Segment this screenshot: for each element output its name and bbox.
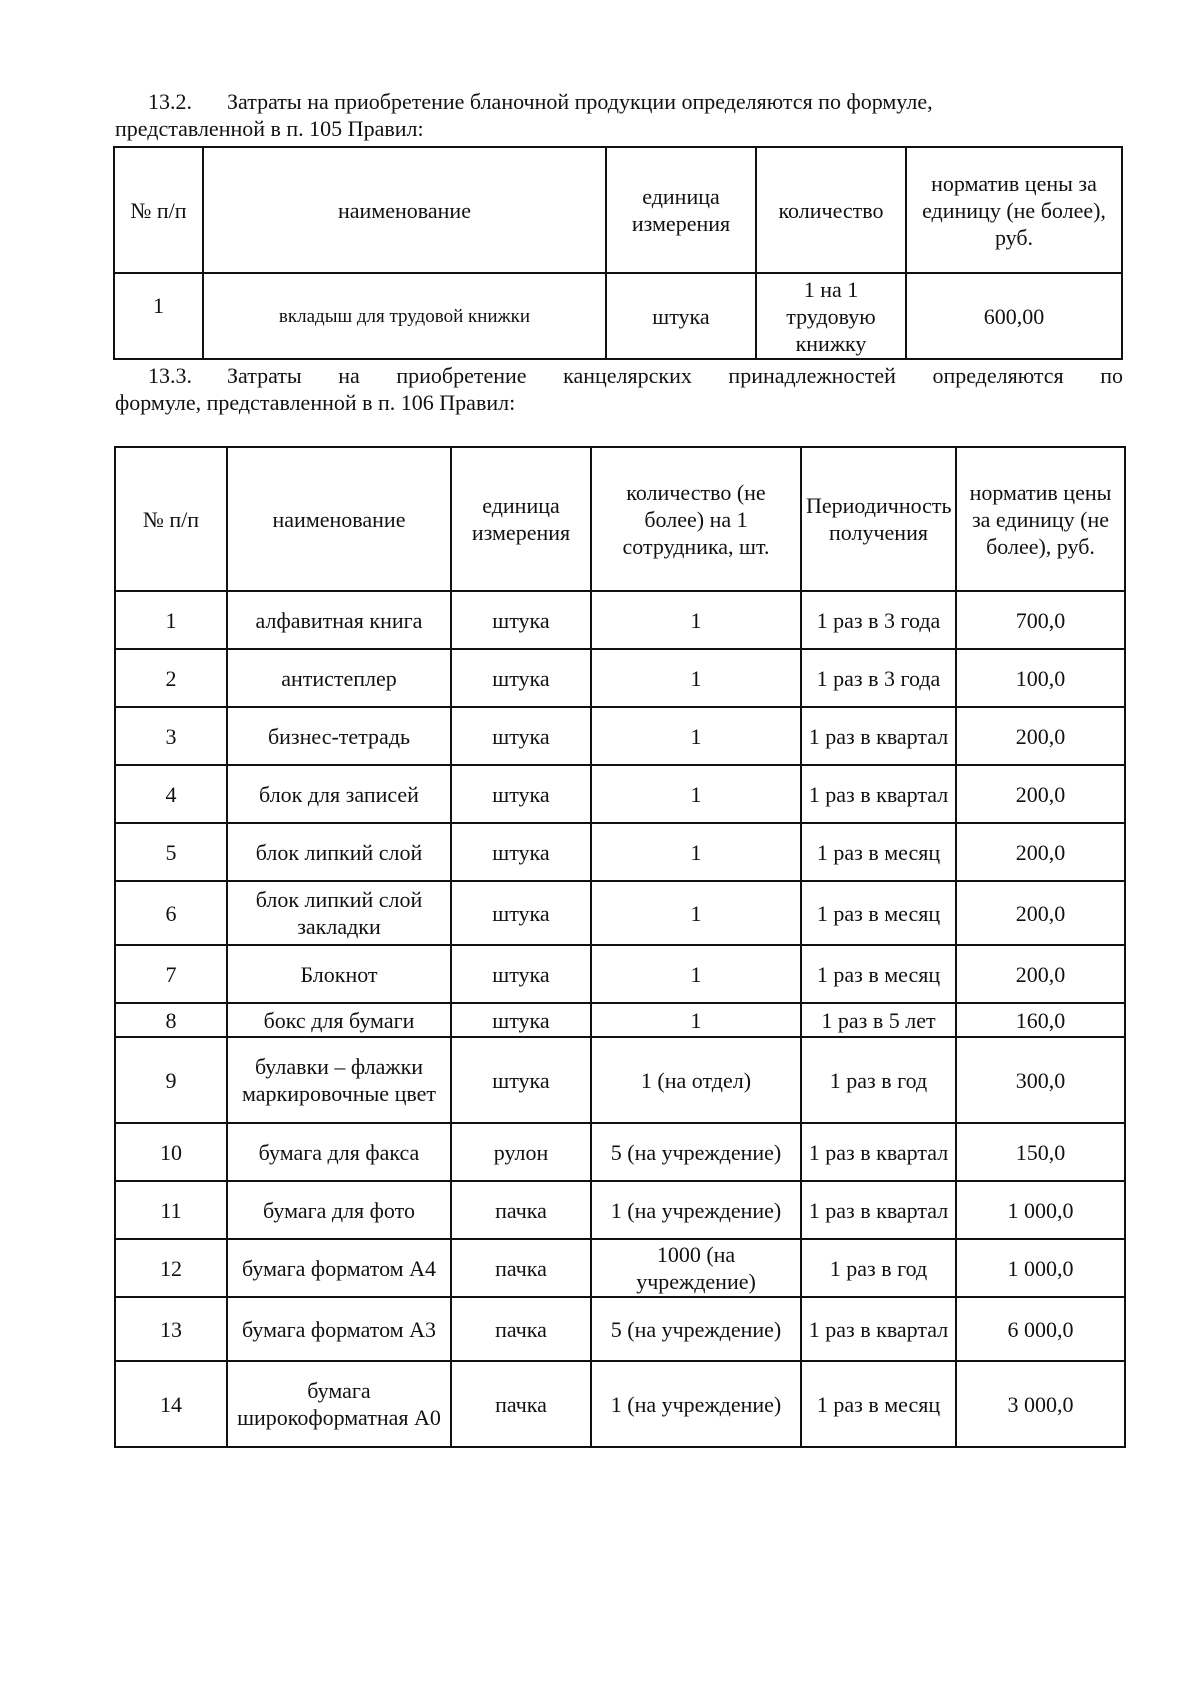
cell-unit: пачка: [451, 1361, 591, 1447]
cell-name: бизнес-тетрадь: [227, 707, 451, 765]
header-name: наименование: [227, 447, 451, 591]
table-header-row: [115, 447, 1125, 591]
cell-qty: 1: [591, 945, 801, 1003]
blank-products-table: [113, 146, 1123, 360]
header-num: № п/п: [115, 447, 227, 591]
cell-unit: штука: [451, 649, 591, 707]
cell-period: 1 раз в 5 лет: [801, 1003, 956, 1037]
cell-price: 700,0: [956, 591, 1125, 649]
cell-name: блок для записей: [227, 765, 451, 823]
cell-unit: штука: [451, 707, 591, 765]
cell-unit: штука: [451, 881, 591, 945]
table-row: [115, 881, 1125, 945]
cell-qty: 1: [591, 707, 801, 765]
cell-qty: 5 (на учреждение): [591, 1123, 801, 1181]
table-row: [115, 1123, 1125, 1181]
cell-period: 1 раз в год: [801, 1239, 956, 1297]
header-qty: количество (не более) на 1 сотрудника, шт.: [591, 447, 801, 591]
cell-qty: 1 (на отдел): [591, 1037, 801, 1123]
table-row: [115, 1037, 1125, 1123]
cell-name: бумага широкоформатная А0: [227, 1361, 451, 1447]
cell-qty: 5 (на учреждение): [591, 1297, 801, 1361]
table-row: [115, 1361, 1125, 1447]
table-row: [115, 1239, 1125, 1297]
paragraph-line-2: представленной в п. 105 Правил:: [115, 116, 424, 141]
cell-price: 200,0: [956, 823, 1125, 881]
cell-num: 9: [115, 1037, 227, 1123]
cell-name: Блокнот: [227, 945, 451, 1003]
cell-num: 11: [115, 1181, 227, 1239]
cell-qty: 1 (на учреждение): [591, 1181, 801, 1239]
table-row: [114, 273, 1122, 359]
cell-price: 200,0: [956, 945, 1125, 1003]
header-period: Периодичность получения: [801, 447, 956, 591]
table-row: [115, 823, 1125, 881]
header-num: № п/п: [114, 147, 203, 273]
cell-price: 200,0: [956, 881, 1125, 945]
cell-qty: 1000 (на учреждение): [591, 1239, 801, 1297]
cell-num: 8: [115, 1003, 227, 1037]
cell-num: 4: [115, 765, 227, 823]
header-unit: единица измерения: [606, 147, 756, 273]
cell-price: 1 000,0: [956, 1239, 1125, 1297]
cell-price: 160,0: [956, 1003, 1125, 1037]
cell-period: 1 раз в квартал: [801, 1181, 956, 1239]
cell-num: 2: [115, 649, 227, 707]
stationery-table: [114, 446, 1126, 1448]
cell-unit: штука: [451, 945, 591, 1003]
table-row: [115, 1181, 1125, 1239]
table-row: [115, 1297, 1125, 1361]
table-row: [115, 765, 1125, 823]
header-qty: количество: [756, 147, 906, 273]
cell-period: 1 раз в год: [801, 1037, 956, 1123]
cell-price: 600,00: [906, 273, 1122, 359]
table-row: [115, 945, 1125, 1003]
cell-name: булавки – флажки маркировочные цвет: [227, 1037, 451, 1123]
cell-unit: пачка: [451, 1181, 591, 1239]
cell-num: 7: [115, 945, 227, 1003]
cell-unit: штука: [606, 273, 756, 359]
cell-price: 100,0: [956, 649, 1125, 707]
table-row: [115, 591, 1125, 649]
cell-qty: 1 на 1 трудовую книжку: [756, 273, 906, 359]
cell-price: 150,0: [956, 1123, 1125, 1181]
cell-qty: 1: [591, 823, 801, 881]
cell-price: 3 000,0: [956, 1361, 1125, 1447]
cell-period: 1 раз в квартал: [801, 1123, 956, 1181]
cell-num: 6: [115, 881, 227, 945]
cell-unit: пачка: [451, 1297, 591, 1361]
cell-period: 1 раз в квартал: [801, 765, 956, 823]
cell-qty: 1: [591, 765, 801, 823]
paragraph-text: Затраты на приобретение бланочной продукции определяются по формуле,: [227, 89, 933, 114]
cell-name: бумага для факса: [227, 1123, 451, 1181]
cell-unit: штука: [451, 823, 591, 881]
cell-price: 200,0: [956, 765, 1125, 823]
cell-qty: 1 (на учреждение): [591, 1361, 801, 1447]
cell-name: бумага форматом А3: [227, 1297, 451, 1361]
table-row: [115, 1003, 1125, 1037]
cell-period: 1 раз в квартал: [801, 1297, 956, 1361]
cell-num: 3: [115, 707, 227, 765]
cell-num: 1: [115, 591, 227, 649]
paragraph-line-2: формуле, представленной в п. 106 Правил:: [115, 390, 516, 415]
cell-qty: 1: [591, 1003, 801, 1037]
header-price: норматив цены за единицу (не более), руб.: [956, 447, 1125, 591]
cell-qty: 1: [591, 649, 801, 707]
cell-num: 12: [115, 1239, 227, 1297]
paragraph-line-1: [115, 88, 1123, 115]
cell-period: 1 раз в месяц: [801, 945, 956, 1003]
cell-name: вкладыш для трудовой книжки: [203, 273, 606, 359]
cell-name: бумага форматом А4: [227, 1239, 451, 1297]
cell-price: 200,0: [956, 707, 1125, 765]
cell-unit: штука: [451, 1003, 591, 1037]
section-number: 13.3.: [148, 363, 192, 388]
cell-unit: рулон: [451, 1123, 591, 1181]
section-number: 13.2.: [148, 89, 192, 114]
paragraph-line-1: [115, 362, 1123, 389]
table-row: [115, 707, 1125, 765]
cell-num: 5: [115, 823, 227, 881]
cell-name: блок липкий слой закладки: [227, 881, 451, 945]
cell-num: 1: [114, 273, 203, 359]
paragraph-text: Затраты на приобретение канцелярских принадлежностей определяются по: [227, 363, 1123, 388]
header-price: норматив цены за единицу (не более), руб.: [906, 147, 1122, 273]
cell-num: 14: [115, 1361, 227, 1447]
cell-period: 1 раз в месяц: [801, 823, 956, 881]
cell-num: 10: [115, 1123, 227, 1181]
cell-period: 1 раз в 3 года: [801, 591, 956, 649]
paragraph-13-2: [115, 88, 1123, 142]
cell-period: 1 раз в 3 года: [801, 649, 956, 707]
header-name: наименование: [203, 147, 606, 273]
cell-num: 13: [115, 1297, 227, 1361]
table-row: [115, 649, 1125, 707]
cell-name: алфавитная книга: [227, 591, 451, 649]
table-header-row: [114, 147, 1122, 273]
cell-price: 1 000,0: [956, 1181, 1125, 1239]
cell-name: бокс для бумаги: [227, 1003, 451, 1037]
paragraph-13-3: [115, 362, 1123, 416]
cell-unit: штука: [451, 765, 591, 823]
cell-price: 300,0: [956, 1037, 1125, 1123]
cell-period: 1 раз в месяц: [801, 881, 956, 945]
cell-price: 6 000,0: [956, 1297, 1125, 1361]
cell-unit: пачка: [451, 1239, 591, 1297]
cell-name: антистеплер: [227, 649, 451, 707]
cell-qty: 1: [591, 881, 801, 945]
cell-name: блок липкий слой: [227, 823, 451, 881]
header-unit: единица измерения: [451, 447, 591, 591]
cell-period: 1 раз в квартал: [801, 707, 956, 765]
cell-unit: штука: [451, 1037, 591, 1123]
cell-period: 1 раз в месяц: [801, 1361, 956, 1447]
cell-name: бумага для фото: [227, 1181, 451, 1239]
cell-unit: штука: [451, 591, 591, 649]
cell-qty: 1: [591, 591, 801, 649]
